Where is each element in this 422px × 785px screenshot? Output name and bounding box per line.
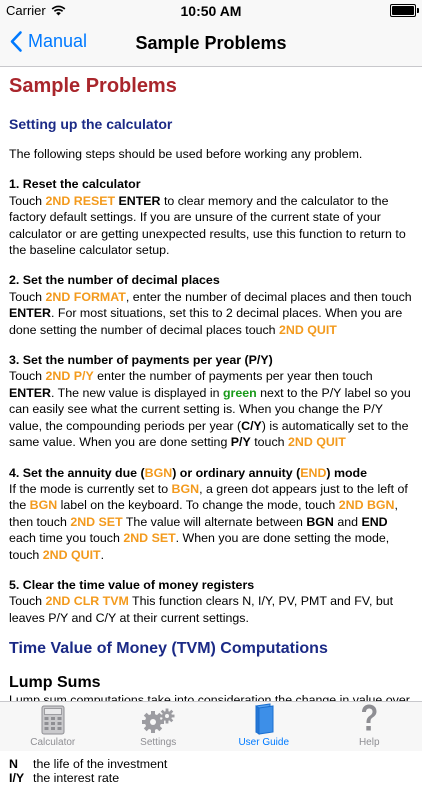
tab-label: User Guide <box>238 737 289 748</box>
step-4-text: If the mode is currently set to BGN, a green dot appears just to the left of the BGN label on the keyboard. To change the mode, touch 2ND BGN, then touch 2ND SET The value will alternate between BGN and END each time you touch 2ND SET. When you are done setting the mode, touch 2ND QUIT. <box>9 481 413 563</box>
nav-title: Sample Problems <box>0 33 422 54</box>
step-5-title: 5. Clear the time value of money registers <box>9 577 413 593</box>
lump-sums-heading: Lump Sums <box>9 674 413 692</box>
status-time: 10:50 AM <box>0 3 422 19</box>
step-2-title: 2. Set the number of decimal places <box>9 272 413 288</box>
variable-row: N the life of the investment <box>9 757 413 771</box>
setup-heading: Setting up the calculator <box>9 116 413 132</box>
tab-label: Settings <box>140 737 176 748</box>
key-2nd-set: 2ND SET <box>70 515 122 529</box>
tab-help[interactable] <box>317 702 422 751</box>
step-1 <box>9 176 413 258</box>
page-heading: Sample Problems <box>9 75 413 98</box>
question-icon <box>358 703 380 735</box>
tab-label: Calculator <box>30 737 75 748</box>
intro-text: The following steps should be used before working any problem. <box>9 146 413 162</box>
step-1-text: Touch 2ND RESET ENTER to clear memory and the calculator to the factory default settings. If you are unsure of the current state of your calculator or are getting unexpected results, use this function to return to the baseline calculator setup. <box>9 193 413 259</box>
key-2nd-bgn: 2ND BGN <box>339 498 395 512</box>
key-2nd-reset: 2ND RESET <box>46 194 116 208</box>
key-2nd-format: 2ND FORMAT <box>46 290 126 304</box>
key-2nd-py: 2ND P/Y <box>46 369 94 383</box>
step-5-text: Touch 2ND CLR TVM This function clears N, I/Y, PV, PMT and FV, but leaves P/Y and C/Y at their current settings. <box>9 593 413 626</box>
book-icon <box>251 703 277 735</box>
status-bar <box>0 0 422 22</box>
tvm-heading: Time Value of Money (TVM) Computations <box>9 640 413 658</box>
gears-icon <box>140 707 176 735</box>
battery-icon <box>390 4 416 17</box>
step-3-title: 3. Set the number of payments per year (P/Y) <box>9 352 413 368</box>
tab-calculator[interactable] <box>0 702 106 751</box>
step-3 <box>9 352 413 450</box>
tab-settings[interactable] <box>106 702 212 751</box>
tab-bar <box>0 701 422 751</box>
step-2 <box>9 272 413 338</box>
tab-label: Help <box>359 737 380 748</box>
tab-user-guide[interactable] <box>211 702 317 751</box>
variables-list <box>9 757 413 785</box>
step-5 <box>9 577 413 626</box>
calculator-icon <box>41 705 65 735</box>
step-4 <box>9 465 413 563</box>
key-2nd-quit: 2ND QUIT <box>43 548 101 562</box>
step-3-text: Touch 2ND P/Y enter the number of payments per year then touch ENTER. The new value is displayed in green next to the P/Y label so you can easily see what the current setting is. When you change the P/Y value, the compounding periods per year (C/Y) is automatically set to the same value. When you are done setting P/Y touch 2ND QUIT <box>9 368 413 450</box>
nav-bar <box>0 22 422 67</box>
key-2nd-quit: 2ND QUIT <box>288 435 346 449</box>
step-2-text: Touch 2ND FORMAT, enter the number of decimal places and then touch ENTER. For most situations, set this to 2 decimal places. When you are done setting the number of decimal places touch 2ND QUIT <box>9 289 413 338</box>
content-area[interactable] <box>0 67 422 701</box>
key-2nd-quit: 2ND QUIT <box>279 323 337 337</box>
key-2nd-clr-tvm: 2ND CLR TVM <box>46 594 129 608</box>
back-button-label: Manual <box>28 31 87 52</box>
variable-row: I/Y the interest rate <box>9 771 413 785</box>
carrier-label: Carrier <box>6 3 46 18</box>
green-word: green <box>223 386 257 400</box>
step-1-title: 1. Reset the calculator <box>9 176 413 192</box>
step-4-title: 4. Set the annuity due (BGN) or ordinary annuity (END) mode <box>9 465 413 481</box>
status-right <box>390 4 416 17</box>
